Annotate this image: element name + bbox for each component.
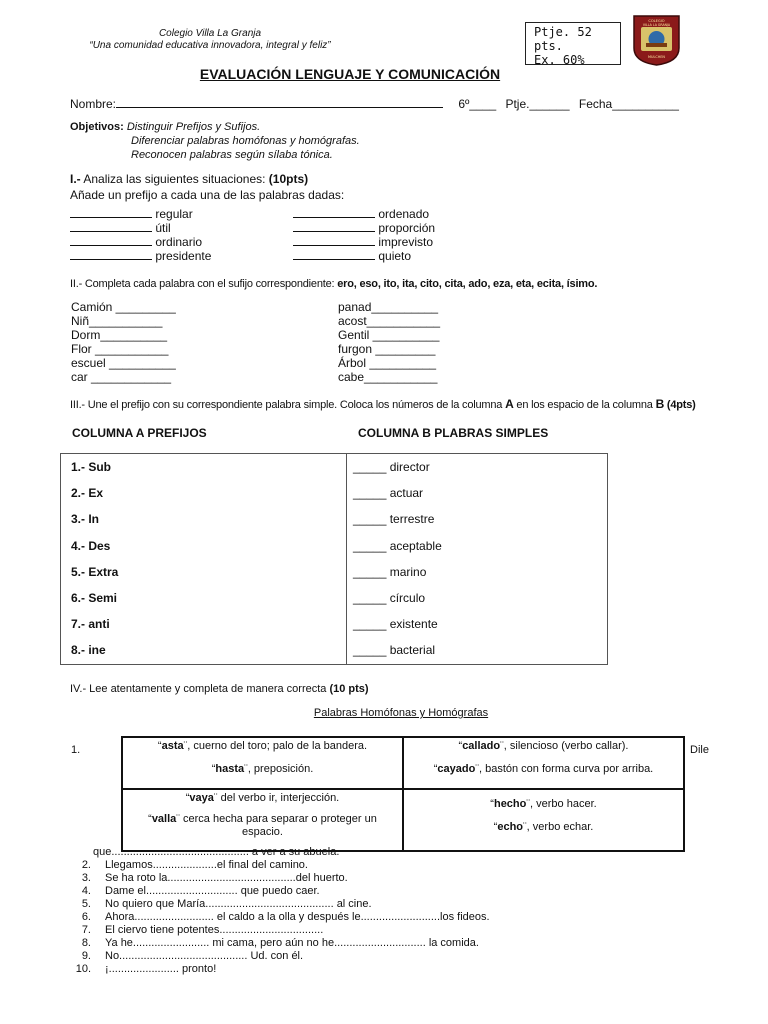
prefix-blank[interactable] <box>70 235 152 246</box>
school-motto: “Una comunidad educativa innovadora, integral y feliz” <box>89 40 331 51</box>
section-3-heading <box>70 397 696 411</box>
logo-text-bottom: MULCHEN <box>648 55 665 59</box>
prefix-item: 2.- Ex <box>71 486 104 501</box>
word-item: presidente <box>155 249 212 263</box>
suffix-item: panad__________ <box>338 300 439 314</box>
sentence-continuation[interactable]: que............................................. a ver a su abuela. <box>93 846 340 858</box>
prefix-item: 6.- Semi <box>71 591 118 606</box>
definition-cell: “callado¨, silencioso (verbo callar). “cayado¨, bastón con forma curva por arriba. <box>403 737 684 789</box>
word-item: ordenado <box>378 207 430 221</box>
sentence-list <box>65 859 490 976</box>
sentence-text: El ciervo tiene potentes.................................. <box>105 924 324 936</box>
prefix-column <box>61 454 347 665</box>
sentence-number: 2. <box>81 859 91 871</box>
section-4-heading <box>70 683 369 695</box>
sentence-text: Ahora.......................... el caldo a la olla y después le..........................los fideos. <box>105 911 490 923</box>
trailing-word: Dile <box>690 744 709 756</box>
definition-text: ¨, silencioso (verbo callar). <box>500 740 629 752</box>
section-1-instruction: Añade un prefijo a cada una de las palabras dadas: <box>70 188 345 202</box>
section-4-points: (10 pts) <box>329 683 369 695</box>
suffix-item: Niñ___________ <box>71 314 163 328</box>
sentence-text: No quiero que María.......................................... al cine. <box>105 898 372 910</box>
section-1-title: Analiza las siguientes situaciones: <box>83 172 266 186</box>
sentence-number: 10. <box>75 963 91 975</box>
word-item: ordinario <box>155 235 203 249</box>
sentence-item[interactable] <box>65 898 490 911</box>
column-a-title: COLUMNA A PREFIJOS <box>72 426 207 440</box>
definition-cell: “vaya¨ del verbo ir, interjección. “valla¨ cerca hecha para separar o proteger un espacio. <box>122 789 403 851</box>
simple-word-item[interactable]: _____ marino <box>353 564 427 579</box>
school-name: Colegio Villa La Granja <box>158 28 262 39</box>
definition-text: ¨, preposición. <box>244 763 314 775</box>
prefix-item: 5.- Extra <box>71 564 119 579</box>
objective-1: Distinguir Prefijos y Sufijos. <box>126 121 261 133</box>
score-line-1: Ptje. 52 <box>534 25 592 39</box>
score-box <box>525 22 621 65</box>
sentence-item[interactable] <box>65 924 490 937</box>
sentence-item[interactable] <box>65 963 490 976</box>
simple-word-item[interactable]: _____ director <box>353 460 430 475</box>
simple-word-item[interactable]: _____ bacterial <box>353 643 436 658</box>
sentence-item[interactable] <box>65 937 490 950</box>
section-1-points: (10pts) <box>268 172 309 186</box>
section-2-left-list <box>71 300 176 384</box>
sentence-text: Dame el.............................. que puedo caer. <box>105 885 320 897</box>
prefix-blank[interactable] <box>70 207 152 218</box>
section-2-heading <box>70 278 597 290</box>
matching-table <box>60 453 608 665</box>
word-item: útil <box>155 221 171 235</box>
section-1-number: I.- <box>70 172 81 186</box>
key-word: cayado <box>437 763 476 775</box>
prefix-blank[interactable] <box>70 249 152 260</box>
section-2-right-list <box>338 300 440 384</box>
suffix-item: Árbol __________ <box>338 356 437 370</box>
definition-cell: “asta¨, cuerno del toro; palo de la bandera. “hasta¨, preposición. <box>122 737 403 789</box>
key-word: valla <box>151 813 177 825</box>
column-b-title: COLUMNA B PLABRAS SIMPLES <box>358 426 549 440</box>
suffix-item: escuel __________ <box>71 356 176 370</box>
score-line-3: Ex. 60% <box>534 53 585 65</box>
suffix-item: cabe___________ <box>338 370 438 384</box>
sentence-number: 5. <box>81 898 91 910</box>
word-column <box>347 454 608 665</box>
suffix-item: car ____________ <box>71 370 172 384</box>
page-title: EVALUACIÓN LENGUAJE Y COMUNICACIÓN <box>199 66 501 82</box>
homophones-table <box>121 736 685 852</box>
student-info-row <box>70 97 679 111</box>
suffix-list: ero, eso, ito, ita, cito, cita, ado, eza, eta, ecita, ísimo. <box>337 278 598 290</box>
simple-word-item[interactable]: _____ actuar <box>353 486 424 501</box>
grade-label: 6º____ <box>458 97 497 111</box>
sentence-item[interactable] <box>65 885 490 898</box>
definition-text: ¨, verbo echar. <box>523 821 594 833</box>
prefix-blank[interactable] <box>293 207 375 218</box>
logo-text-top: COLEGIO <box>648 19 665 23</box>
sentence-number: 4. <box>81 885 91 897</box>
nombre-blank[interactable] <box>116 97 443 108</box>
school-header <box>70 28 350 52</box>
sentence-text: No.......................................... Ud. con él. <box>105 950 304 962</box>
sentence-text: Ya he......................... mi cama, pero aún no he.............................. la comida. <box>105 937 479 949</box>
suffix-item: furgon _________ <box>338 342 436 356</box>
sentence-number: 6. <box>81 911 91 923</box>
sentence-text: Se ha roto la..........................................del huerto. <box>105 872 348 884</box>
sentence-item[interactable] <box>65 859 490 872</box>
prefix-item: 3.- In <box>71 512 100 527</box>
sentence-text: Llegamos.....................el final del camino. <box>105 859 308 871</box>
column-a-ref: A <box>505 397 514 411</box>
suffix-item: Gentil __________ <box>338 328 440 342</box>
homophones-subtitle: Palabras Homófonas y Homógrafas <box>313 707 489 719</box>
sentence-number-1: 1. <box>71 744 81 756</box>
definition-text: ¨ del verbo ir, interjección. <box>213 792 340 804</box>
objectives-label: Objetivos: <box>70 121 124 133</box>
word-item: regular <box>155 207 193 221</box>
prefix-item: 4.- Des <box>71 538 111 553</box>
sentence-item[interactable] <box>65 911 490 924</box>
key-word: hecho <box>493 798 527 810</box>
ptje-label: Ptje.______ <box>505 97 570 111</box>
sentence-item[interactable] <box>65 872 490 885</box>
simple-word-item[interactable]: _____ círculo <box>353 591 426 606</box>
definition-text: ¨ cerca hecha para separar o proteger un espacio. <box>176 813 377 838</box>
prefix-blank[interactable] <box>293 249 375 260</box>
section-1-left-list <box>70 207 211 263</box>
logo-text-mid: VILLA LA GRANJA <box>642 23 671 27</box>
definition-cell: “hecho¨, verbo hacer. “echo¨, verbo echar. <box>403 789 684 851</box>
sentence-text: ¡....................... pronto! <box>105 963 217 975</box>
simple-word-item[interactable]: _____ terrestre <box>353 512 435 527</box>
key-word: echo <box>497 821 524 833</box>
objective-3: Reconocen palabras según sílaba tónica. <box>131 149 333 161</box>
suffix-item: Dorm__________ <box>71 328 168 342</box>
prefix-blank[interactable] <box>293 221 375 232</box>
section-3-points: (4pts) <box>666 399 696 411</box>
sentence-number: 9. <box>81 950 91 962</box>
section-1-right-list <box>293 207 435 263</box>
section-1-heading <box>70 172 308 186</box>
key-word: callado <box>462 740 501 752</box>
section-3-title-cont: en los espacio de la columna <box>516 399 653 411</box>
sentence-number: 8. <box>81 937 91 949</box>
fecha-label: Fecha__________ <box>578 97 679 111</box>
column-b-ref: B <box>655 397 665 411</box>
score-line-2: pts. <box>534 39 563 53</box>
suffix-item: acost___________ <box>338 314 441 328</box>
key-word: asta <box>161 740 184 752</box>
section-3-title: III.- Une el prefijo con su correspondiente palabra simple. Coloca los números de la columna <box>70 399 503 411</box>
section-2-title: II.- Completa cada palabra con el sufijo correspondiente: <box>70 278 335 290</box>
objective-2: Diferenciar palabras homófonas y homógrafas. <box>131 135 360 147</box>
simple-word-item[interactable]: _____ aceptable <box>353 538 442 553</box>
sentence-number: 3. <box>81 872 91 884</box>
simple-word-item[interactable]: _____ existente <box>353 617 438 632</box>
prefix-item: 1.- Sub <box>71 460 112 475</box>
suffix-item: Flor ___________ <box>71 342 169 356</box>
sentence-item[interactable] <box>65 950 490 963</box>
word-item: imprevisto <box>378 235 434 249</box>
key-word: vaya <box>189 792 214 804</box>
definition-text: ¨, verbo hacer. <box>526 798 597 810</box>
word-item: quieto <box>378 249 412 263</box>
section-4-title: IV.- Lee atentamente y completa de manera correcta <box>70 683 327 695</box>
school-logo <box>632 14 681 66</box>
definition-text: ¨, cuerno del toro; palo de la bandera. <box>183 740 368 752</box>
prefix-blank[interactable] <box>293 235 375 246</box>
nombre-label: Nombre: <box>70 97 117 111</box>
key-word: hasta <box>215 763 245 775</box>
definition-text: ¨, bastón con forma curva por arriba. <box>475 763 654 775</box>
prefix-item: 8.- ine <box>71 643 106 658</box>
word-item: proporción <box>378 221 436 235</box>
objectives <box>70 120 360 162</box>
suffix-item: Camión _________ <box>71 300 176 314</box>
sentence-number: 7. <box>81 924 91 936</box>
prefix-item: 7.- anti <box>71 617 110 632</box>
prefix-blank[interactable] <box>70 221 152 232</box>
